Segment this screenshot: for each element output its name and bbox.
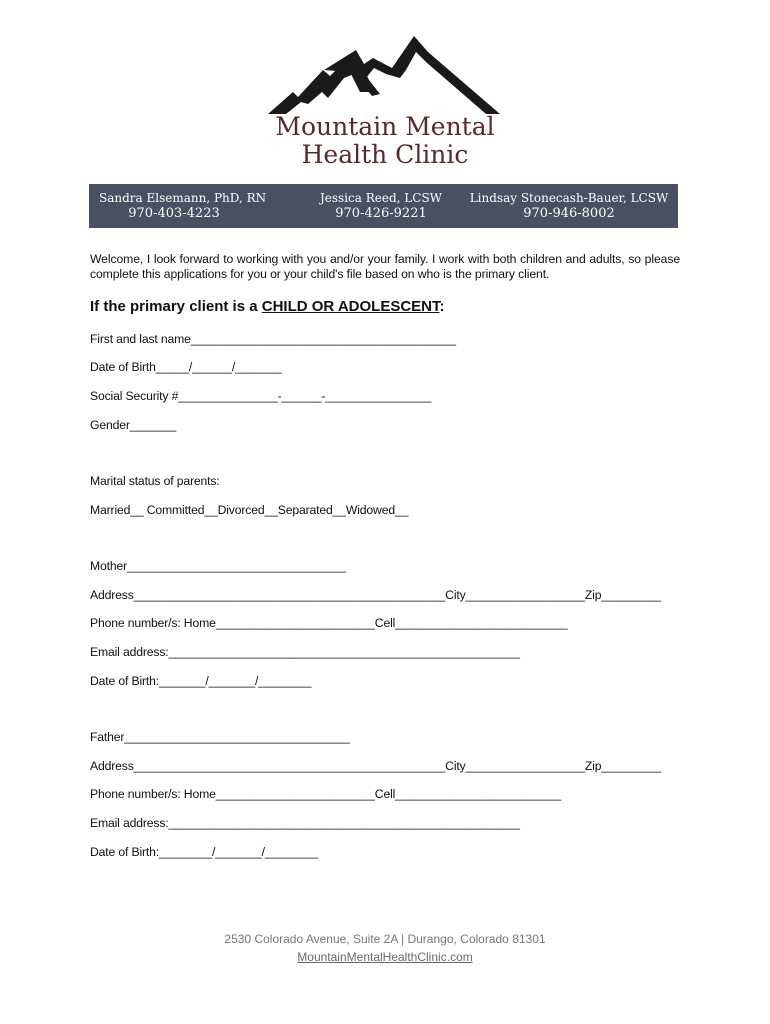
marital-status-options[interactable]: Married__ Committed__Divorced__Separated__Widowed__ xyxy=(90,503,409,517)
section-heading-prefix: If the primary client is a xyxy=(90,298,262,315)
staff-name: Sandra Elsemann, PhD, RN xyxy=(99,191,267,205)
staff-contact xyxy=(469,190,669,222)
social-security-field[interactable]: Social Security #_______________-______-________________ xyxy=(90,389,432,403)
mother-name-field[interactable]: Mother_________________________________ xyxy=(90,559,346,573)
gender-field[interactable]: Gender_______ xyxy=(90,418,177,432)
father-email-field[interactable]: Email address:_____________________________________________________ xyxy=(90,816,520,830)
welcome-paragraph: Welcome, I look forward to working with you and/or your family. I work with both children and adults, so please complete this applications for you or your child's file based on who is the primary client. xyxy=(90,252,680,281)
clinic-name-line2: Health Clinic xyxy=(301,140,469,169)
footer-address: 2530 Colorado Avenue, Suite 2A | Durango, Colorado 81301 xyxy=(224,932,546,946)
mother-phone-field[interactable]: Phone number/s: Home________________________Cell__________________________ xyxy=(90,616,568,630)
mother-dob-field[interactable]: Date of Birth:_______/_______/________ xyxy=(90,674,312,688)
section-heading xyxy=(90,298,445,315)
section-heading-suffix: : xyxy=(439,298,445,315)
staff-name: Lindsay Stonecash-Bauer, LCSW xyxy=(469,191,669,205)
staff-phone: 970-946-8002 xyxy=(523,206,615,221)
marital-status-label: Marital status of parents: xyxy=(90,474,220,488)
father-address-field[interactable]: Address_______________________________________________City__________________Zip_________ xyxy=(90,759,662,773)
section-heading-emphasis: CHILD OR ADOLESCENT xyxy=(261,298,440,315)
father-phone-field[interactable]: Phone number/s: Home________________________Cell_________________________ xyxy=(90,787,561,801)
date-of-birth-field[interactable]: Date of Birth_____/______/_______ xyxy=(90,360,282,374)
staff-contact xyxy=(99,190,267,222)
footer-website-link[interactable]: MountainMentalHealthClinic.com xyxy=(297,950,473,964)
father-name-field[interactable]: Father__________________________________ xyxy=(90,730,350,744)
mother-email-field[interactable]: Email address:_____________________________________________________ xyxy=(90,645,520,659)
staff-phone: 970-426-9221 xyxy=(335,206,427,221)
mother-address-field[interactable]: Address_______________________________________________City__________________Zip_________ xyxy=(90,588,662,602)
staff-contact xyxy=(311,190,451,222)
staff-phone: 970-403-4223 xyxy=(128,206,220,221)
mountain-logo-icon xyxy=(268,34,500,114)
father-dob-field[interactable]: Date of Birth:________/_______/________ xyxy=(90,845,318,859)
staff-name: Jessica Reed, LCSW xyxy=(319,191,442,205)
clinic-name-line1: Mountain Mental xyxy=(275,112,495,141)
first-last-name-field[interactable]: First and last name________________________________________ xyxy=(90,332,456,346)
staff-contact-bar xyxy=(89,184,678,228)
